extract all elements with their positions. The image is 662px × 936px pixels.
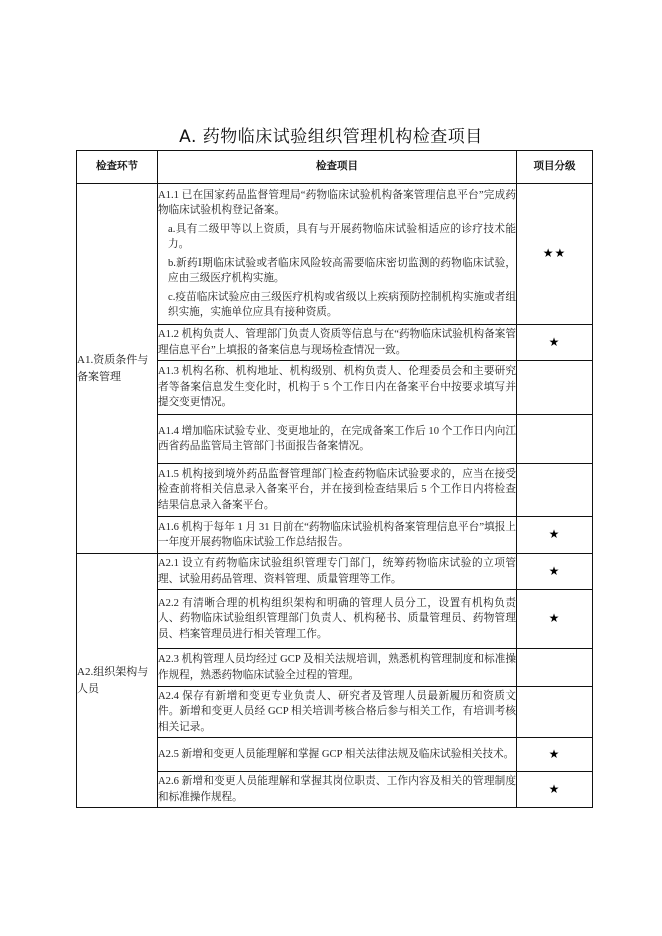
item-a2-5: A2.5 新增和变更人员能理解和掌握 GCP 相关法律法规及临床试验相关技术。: [158, 738, 517, 772]
star-icon: ★: [517, 772, 593, 808]
item-a1-5: A1.5 机构接到境外药品监督管理部门检查药物临床试验要求的，应当在接受检查前将相关信息录入备案平台，并在接到检查结果后 5 个工作日内将检查结果信息录入备案平台。: [158, 464, 517, 517]
item-a2-3: A2.3 机构管理人员均经过 GCP 及相关法规培训，熟悉机构管理制度和标准操作规程，熟悉药物临床试验全过程的管理。: [158, 649, 517, 687]
header-grade: 项目分级: [517, 151, 593, 184]
star-icon: ★: [517, 554, 593, 590]
header-item: 检查项目: [158, 151, 517, 184]
grade-cell: [517, 649, 593, 687]
header-section: 检查环节: [77, 151, 158, 184]
item-a2-6: A2.6 新增和变更人员能理解和掌握其岗位职责、工作内容及相关的管理制度和标准操作规程。: [158, 772, 517, 808]
item-a1-6: A1.6 机构于每年 1 月 31 日前在“药物临床试验机构备案管理信息平台”填报上一年度开展药物临床试验工作总结报告。: [158, 517, 517, 554]
sub-item-c: c.疫苗临床试验应由三级医疗机构或省级以上疾病预防控制机构实施或者组织实施，实施单位应具有接种资质。: [168, 291, 516, 318]
item-a2-2: A2.2 有清晰合理的机构组织架构和明确的管理人员分工，设置有机构负责人、药物临床试验组织管理部门负责人、机构秘书、质量管理员、药物管理员、档案管理员进行相关管理工作。: [158, 590, 517, 649]
item-a2-1: A2.1 设立有药物临床试验组织管理专门部门，统筹药物临床试验的立项管理、试验用药品管理、资料管理、质量管理等工作。: [158, 554, 517, 590]
inspection-table: [76, 150, 593, 808]
item-a1-3: A1.3 机构名称、机构地址、机构级别、机构负责人、伦理委员会和主要研究者等备案信息发生变化时，机构于 5 个工作日内在备案平台中按要求填写并提交变更情况。: [158, 361, 517, 415]
table-header-row: [77, 151, 593, 184]
item-a1-2: A1.2 机构负责人、管理部门负责人资质等信息与在“药物临床试验机构备案管理信息平台”上填报的备案信息与现场检查情况一致。: [158, 325, 517, 361]
table-row: [77, 184, 593, 325]
page-title: A. 药物临床试验组织管理机构检查项目: [179, 127, 483, 147]
item-text: A1.1 已在国家药品监督管理局“药物临床试验机构备案管理信息平台”完成药物临床试验机构登记备案。: [158, 189, 516, 216]
sub-item-a: a.具有二级甲等以上资质，具有与开展药物临床试验相适应的诊疗技术能力。: [168, 223, 516, 250]
star-icon: ★: [517, 517, 593, 554]
grade-cell: [517, 415, 593, 464]
item-a1-1: [158, 184, 517, 325]
item-a1-4: A1.4 增加临床试验专业、变更地址的，在完成备案工作后 10 个工作日内向江西省药品监管局主管部门书面报告备案情况。: [158, 415, 517, 464]
section-label-a1: A1.资质条件与备案管理: [77, 184, 158, 554]
grade-cell: [517, 687, 593, 738]
table-row: [77, 554, 593, 590]
star-icon: ★: [517, 738, 593, 772]
grade-cell: [517, 464, 593, 517]
star-icon: ★: [517, 590, 593, 649]
grade-cell: [517, 361, 593, 415]
item-a2-4: A2.4 保存有新增和变更专业负责人、研究者及管理人员最新履历和资质文件。新增和变更人员经 GCP 相关培训考核合格后参与相关工作，有培训考核相关记录。: [158, 687, 517, 738]
star-icon: ★: [517, 325, 593, 361]
star-icon: ★★: [517, 184, 593, 325]
section-label-a2: A2.组织架构与人员: [77, 554, 158, 808]
sub-item-b: b.新药Ⅰ期临床试验或者临床风险较高需要临床密切监测的药物临床试验，应由三级医疗机构实施。: [168, 257, 516, 284]
